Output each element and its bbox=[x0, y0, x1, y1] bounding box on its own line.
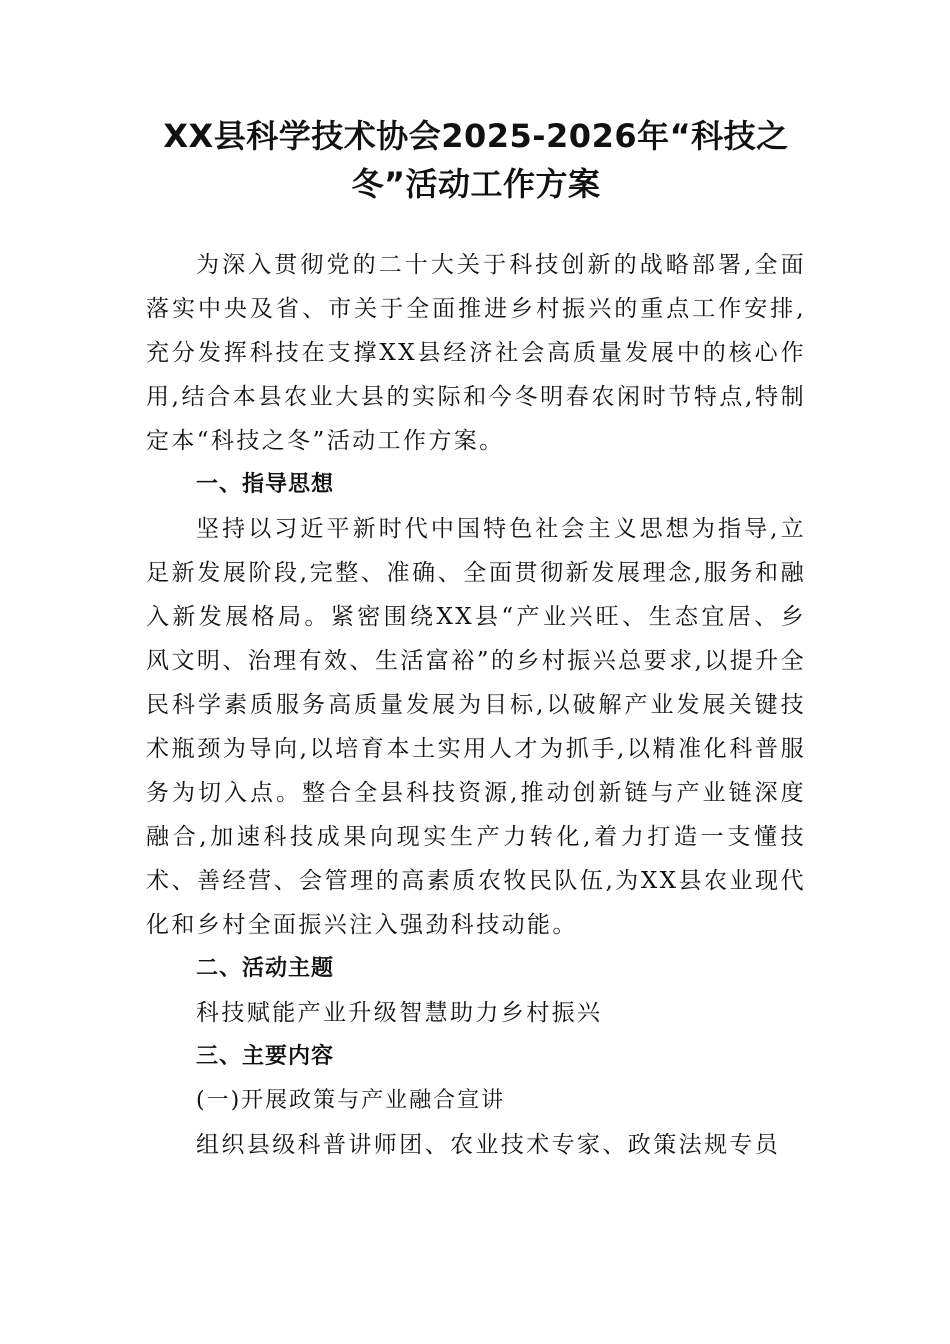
intro-paragraph: 为深入贯彻党的二十大关于科技创新的战略部署,全面落实中央及省、市关于全面推进乡村振兴的重点工作安排,充分发挥科技在支撑XX县经济社会高质量发展中的核心作用,结合本县农业大县的实际和今冬明春农闲时节特点,特制定本“科技之冬”活动工作方案。 bbox=[146, 252, 806, 454]
section-heading-activity-theme: 二、活动主题 bbox=[196, 956, 335, 981]
subsection-heading-policy-briefing: (一)开展政策与产业融合宣讲 bbox=[196, 1088, 506, 1113]
document-body bbox=[146, 243, 806, 1167]
policy-briefing-paragraph: 组织县级科普讲师团、农业技术专家、政策法规专员 bbox=[196, 1132, 781, 1158]
guiding-ideology-paragraph: 坚持以习近平新时代中国特色社会主义思想为指导,立足新发展阶段,完整、准确、全面贯彻新发展理念,服务和融入新发展格局。紧密围绕XX县“产业兴旺、生态宜居、乡风文明、治理有效、生活富裕”的乡村振兴总要求,以提升全民科学素质服务高质量发展为目标,以破解产业发展关键技术瓶颈为导向,以培育本土实用人才为抓手,以精准化科普服务为切入点。整合全县科技资源,推动创新链与产业链深度融合,加速科技成果向现实生产力转化,着力打造一支懂技术、善经营、会管理的高素质农牧民队伍,为XX县农业现代化和乡村全面振兴注入强劲科技动能。 bbox=[146, 516, 806, 938]
document-title bbox=[120, 112, 832, 208]
section-heading-guiding-ideology: 一、指导思想 bbox=[196, 472, 335, 497]
title-line-1: XX县科学技术协会2025-2026年“科技之 bbox=[163, 117, 789, 155]
activity-theme-text: 科技赋能产业升级智慧助力乡村振兴 bbox=[196, 1000, 603, 1026]
section-heading-main-content: 三、主要内容 bbox=[196, 1044, 335, 1069]
title-line-2: 冬”活动工作方案 bbox=[351, 165, 601, 203]
